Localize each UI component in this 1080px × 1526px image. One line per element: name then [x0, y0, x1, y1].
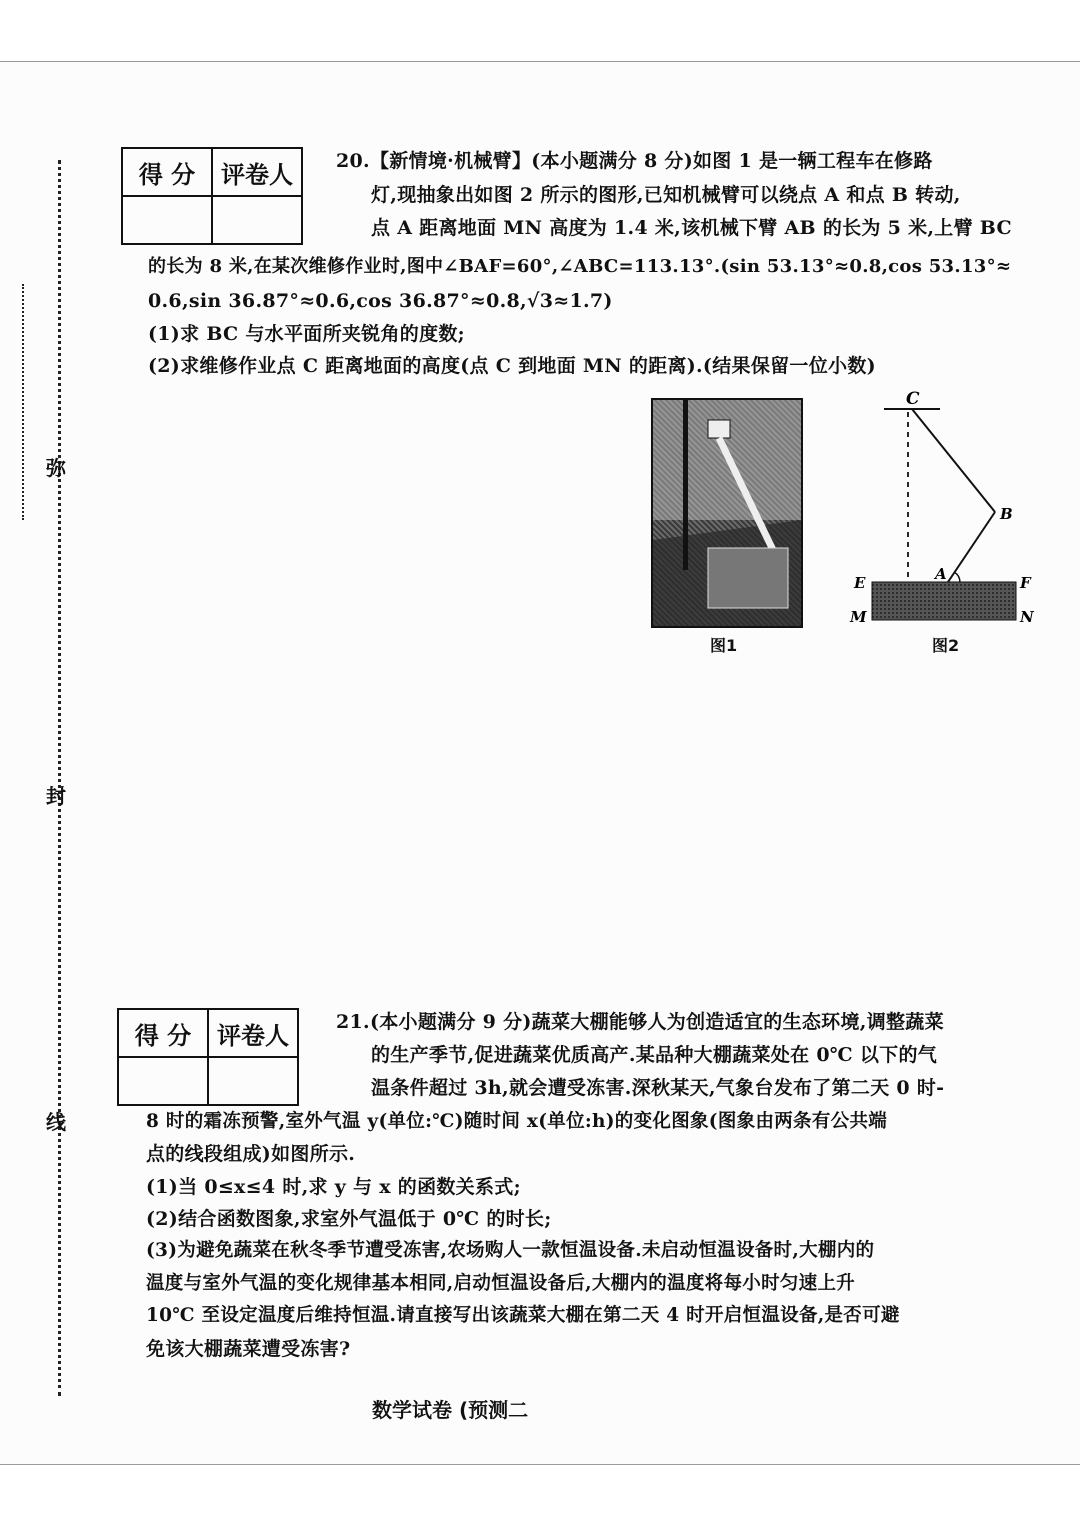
truck-base	[872, 582, 1016, 620]
q21-part-1: (1)当 0≤x≤4 时,求 y 与 x 的函数关系式;	[146, 1176, 521, 1198]
q20-line-5: 0.6,sin 36.87°≈0.6,cos 36.87°≈0.8,√3≈1.7)	[148, 290, 613, 312]
label-c: C	[906, 389, 920, 409]
score-cell	[118, 1057, 208, 1105]
q20-part-2: (2)求维修作业点 C 距离地面的高度(点 C 到地面 MN 的距离).(结果保留一位小数)	[148, 355, 876, 377]
bottom-divider	[0, 1464, 1080, 1465]
binding-char-xian: 线	[46, 1110, 66, 1134]
q21-line-3: 温条件超过 3h,就会遭受冻害.深秋某天,气象台发布了第二天 0 时-	[371, 1077, 945, 1099]
q21-line-4: 8 时的霜冻预警,室外气温 y(单位:℃)随时间 x(单位:h)的变化图象(图象由两条有公共端	[146, 1111, 888, 1132]
q21-part-3-line-3: 10℃ 至设定温度后维持恒温.请直接写出该蔬菜大棚在第二天 4 时开启恒温设备,是否可避	[146, 1305, 900, 1326]
grader-label: 评卷人	[212, 148, 302, 196]
binding-short-dotted-line	[22, 284, 24, 520]
label-e: E	[854, 574, 866, 592]
q21-part-3-line-1: (3)为避免蔬菜在秋冬季节遭受冻害,农场购人一款恒温设备.未启动恒温设备时,大棚内的	[146, 1240, 875, 1261]
q21-line-2: 的生产季节,促进蔬菜优质高产.某品种大棚蔬菜处在 0℃ 以下的气	[371, 1044, 938, 1066]
q21-part-3-line-4: 免该大棚蔬菜遭受冻害?	[146, 1338, 351, 1360]
q21-part-3-line-2: 温度与室外气温的变化规律基本相同,启动恒温设备后,大棚内的温度将每小时匀速上升	[146, 1273, 856, 1294]
q21-score-box	[117, 1008, 299, 1106]
grader-label: 评卷人	[208, 1009, 298, 1057]
label-f: F	[1020, 574, 1031, 592]
q21-line-1: 21.(本小题满分 9 分)蔬菜大棚能够人为创造适宜的生态环境,调整蔬菜	[336, 1011, 944, 1033]
page-footer: 数学试卷 (预测二	[372, 1398, 529, 1422]
q20-line-3: 点 A 距离地面 MN 高度为 1.4 米,该机械下臂 AB 的长为 5 米,上臂 BC	[371, 217, 1012, 239]
binding-char-feng: 封	[46, 784, 66, 808]
binding-dotted-line	[58, 160, 61, 1396]
grader-cell	[208, 1057, 298, 1105]
label-n: N	[1020, 608, 1034, 626]
q21-line-5: 点的线段组成)如图所示.	[146, 1143, 356, 1165]
figure-1-illustration	[653, 400, 801, 626]
q20-line-4: 的长为 8 米,在某次维修作业时,图中∠BAF=60°,∠ABC=113.13°.(sin 53.13°≈0.8,cos 53.13°≈	[148, 256, 1012, 277]
q20-part-1: (1)求 BC 与水平面所夹锐角的度数;	[148, 323, 465, 345]
label-b: B	[1000, 505, 1013, 523]
score-label: 得 分	[118, 1009, 208, 1057]
q20-line-2: 灯,现抽象出如图 2 所示的图形,已知机械臂可以绕点 A 和点 B 转动,	[371, 184, 961, 206]
upper-arm-bc	[912, 409, 995, 512]
label-a: A	[935, 565, 947, 583]
figure-1-photo	[651, 398, 803, 628]
lower-arm-ab	[948, 512, 995, 582]
label-m: M	[850, 608, 867, 626]
q21-part-2: (2)结合函数图象,求室外气温低于 0℃ 的时长;	[146, 1208, 552, 1230]
score-label: 得 分	[122, 148, 212, 196]
score-cell	[122, 196, 212, 244]
figure-1-caption: 图1	[710, 636, 738, 655]
binding-char-mi: 弥	[46, 456, 66, 480]
figure-2-caption: 图2	[932, 636, 960, 655]
q20-line-1: 20.【新情境·机械臂】(本小题满分 8 分)如图 1 是一辆工程车在修路	[336, 150, 933, 172]
figure-2-diagram	[840, 384, 1040, 634]
grader-cell	[212, 196, 302, 244]
q20-score-box	[121, 147, 303, 245]
